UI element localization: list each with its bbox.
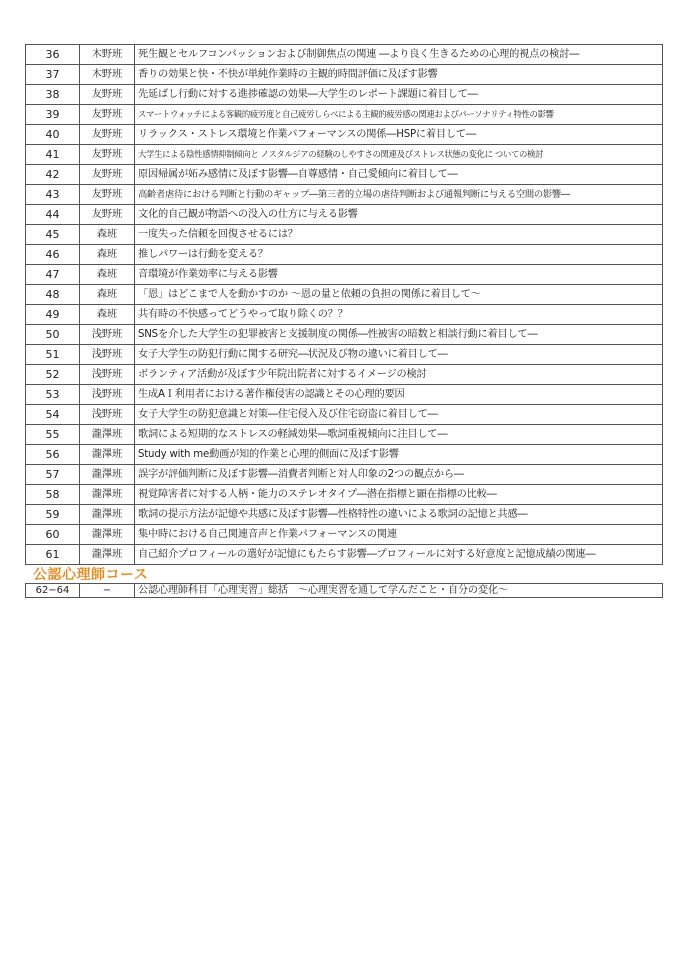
row-title: 集中時における自己関連音声と作業パフォーマンスの関連 [135,525,663,545]
row-number: 49 [26,305,80,325]
row-title: スマートウォッチによる客観的疲労度と自己疲労しらべによる主観的疲労感の関連およびパーソナリティ特性の影響 [135,105,663,125]
row-group: 浅野班 [80,365,135,385]
row-title: 大学生による陰性感情抑制傾向と ノスタルジアの経験のしやすさの関連及びストレス状態の変化に ついての検討 [135,145,663,165]
table-row [26,505,663,525]
row-group: 浅野班 [80,325,135,345]
row-number: 41 [26,145,80,165]
course-heading: 公認心理師コース [33,567,149,583]
row-title: SNSを介した大学生の犯罪被害と支援制度の関係―性被害の暗数と相談行動に着目して― [135,325,663,345]
row-title: 自己紹介プロフィールの選好が記憶にもたらす影響―プロフィールに対する好意度と記憶成績の関連― [135,545,663,565]
row-group: 瀧澤班 [80,525,135,545]
row-title: 視覚障害者に対する人柄・能力のステレオタイプ―潜在指標と顕在指標の比較― [135,485,663,505]
table-row [26,525,663,545]
row-number: 46 [26,245,80,265]
row-number: 45 [26,225,80,245]
row-group: 瀧澤班 [80,485,135,505]
table-row [26,445,663,465]
row-number: 54 [26,405,80,425]
table-row [26,285,663,305]
table-row [26,205,663,225]
table-row [26,425,663,445]
course-row-number: 62−64 [26,584,80,598]
row-number: 44 [26,205,80,225]
row-group: 浅野班 [80,385,135,405]
row-title: 共有時の不快感ってどうやって取り除くの？？ [135,305,663,325]
row-group: 友野班 [80,85,135,105]
course-table [25,583,663,598]
row-number: 61 [26,545,80,565]
course-row [26,584,663,598]
row-group: 瀧澤班 [80,425,135,445]
row-number: 48 [26,285,80,305]
row-number: 42 [26,165,80,185]
table-row [26,85,663,105]
presentation-table [25,44,663,565]
table-row [26,145,663,165]
row-title: リラックス・ストレス環境と作業パフォーマンスの関係―HSPに着目して― [135,125,663,145]
table-row [26,385,663,405]
table-row [26,245,663,265]
row-group: 瀧澤班 [80,445,135,465]
table-row [26,125,663,145]
table-row [26,305,663,325]
row-title: 香りの効果と快・不快が単純作業時の主観的時間評価に及ぼす影響 [135,65,663,85]
row-title: 誤字が評価判断に及ぼす影響―消費者判断と対人印象の2つの観点から― [135,465,663,485]
row-title: 一度失った信頼を回復させるには？ [135,225,663,245]
course-row-title: 公認心理師科目「心理実習」総括 ～心理実習を通して学んだこと・自分の変化～ [135,584,663,598]
row-group: 森班 [80,265,135,285]
row-number: 36 [26,45,80,65]
table-row [26,185,663,205]
row-number: 39 [26,105,80,125]
presentation-table-body [26,45,663,565]
row-number: 55 [26,425,80,445]
row-group: 木野班 [80,45,135,65]
row-number: 60 [26,525,80,545]
row-group: 瀧澤班 [80,505,135,525]
row-group: 森班 [80,225,135,245]
row-number: 58 [26,485,80,505]
course-row-group: − [80,584,135,598]
row-group: 森班 [80,285,135,305]
row-group: 浅野班 [80,405,135,425]
row-title: 女子大学生の防犯意識と対策―住宅侵入及び住宅窃盗に着目して― [135,405,663,425]
table-row [26,45,663,65]
row-title: 生成AＩ利用者における著作権侵害の認識とその心理的要因 [135,385,663,405]
row-group: 友野班 [80,205,135,225]
row-number: 43 [26,185,80,205]
row-number: 52 [26,365,80,385]
row-title: 原因帰属が妬み感情に及ぼす影響―自尊感情・自己愛傾向に着目して― [135,165,663,185]
row-group: 森班 [80,305,135,325]
row-title: 高齢者虐待における判断と行動のギャップ―第三者的立場の虐待判断および通報判断に与える空間の影響― [135,185,663,205]
row-title: 先延ばし行動に対する進捗確認の効果―大学生のレポート課題に着目して― [135,85,663,105]
row-title: 「恩」はどこまで人を動かすのか ～恩の量と依頼の負担の関係に着目して～ [135,285,663,305]
row-title: 歌詞の提示方法が記憶や共感に及ぼす影響―性格特性の違いによる歌詞の記憶と共感― [135,505,663,525]
table-row [26,345,663,365]
row-title: 死生観とセルフコンパッションおよび制御焦点の関連 ―より良く生きるための心理的視点の検討― [135,45,663,65]
table-row [26,545,663,565]
row-number: 37 [26,65,80,85]
table-row [26,265,663,285]
table-row [26,225,663,245]
table-row [26,365,663,385]
row-number: 38 [26,85,80,105]
row-number: 51 [26,345,80,365]
table-row [26,65,663,85]
row-title: ボランティア活動が及ぼす少年院出院者に対するイメージの検討 [135,365,663,385]
row-title: 音環境が作業効率に与える影響 [135,265,663,285]
row-group: 浅野班 [80,345,135,365]
row-group: 友野班 [80,145,135,165]
row-number: 53 [26,385,80,405]
row-number: 59 [26,505,80,525]
row-group: 友野班 [80,185,135,205]
row-number: 50 [26,325,80,345]
row-title: Study with me動画が知的作業と心理的側面に及ぼす影響 [135,445,663,465]
row-number: 57 [26,465,80,485]
row-group: 森班 [80,245,135,265]
row-group: 瀧澤班 [80,545,135,565]
row-group: 友野班 [80,105,135,125]
row-group: 友野班 [80,165,135,185]
table-row [26,105,663,125]
row-title: 推しパワーは行動を変える？ [135,245,663,265]
row-group: 瀧澤班 [80,465,135,485]
row-number: 47 [26,265,80,285]
row-number: 40 [26,125,80,145]
row-title: 歌詞による短期的なストレスの軽減効果―歌詞重視傾向に注目して― [135,425,663,445]
row-title: 文化的自己観が物語への没入の仕方に与える影響 [135,205,663,225]
table-row [26,485,663,505]
table-row [26,465,663,485]
table-row [26,325,663,345]
table-row [26,405,663,425]
row-group: 木野班 [80,65,135,85]
table-row [26,165,663,185]
row-group: 友野班 [80,125,135,145]
row-title: 女子大学生の防犯行動に関する研究―状況及び物の違いに着目して― [135,345,663,365]
row-number: 56 [26,445,80,465]
